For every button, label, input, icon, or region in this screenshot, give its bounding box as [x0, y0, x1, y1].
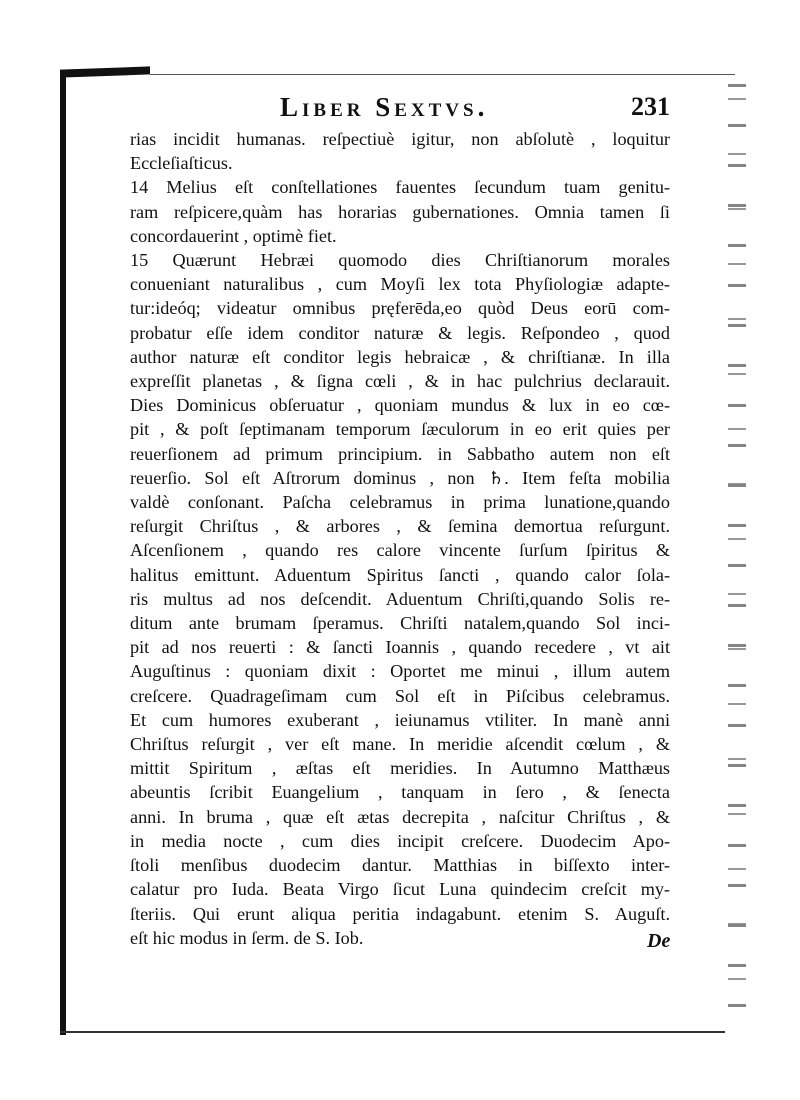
- text-line: mittit Spiritum , æſtas eſt meridies. In Autumno Matthæus: [130, 758, 670, 779]
- text-line: in media nocte , cum dies incipit creſcere. Duodecim Apo-: [130, 830, 670, 851]
- running-head: Liber Sextvs.: [280, 92, 489, 122]
- text-line: Chriſtus reſurgit , ver eſt mane. In meridie aſcendit cœlum , &: [130, 734, 670, 755]
- scan-edge-right: [728, 70, 746, 1030]
- text-line: Et cum humores exuberant , ieiunamus vtiliter. In manè anni: [130, 709, 670, 730]
- text-line: probatur eſſe idem conditor naturæ & legis. Reſpondeo , quod: [130, 322, 670, 343]
- text-line: ris multus ad nos deſcendit. Aduentum Chriſti,quando Solis re-: [130, 588, 670, 609]
- text-line: ditum ante brumam ſperamus. Chriſti natalem,quando Sol inci-: [130, 613, 670, 634]
- scan-edge-top: [60, 66, 150, 77]
- text-line: reuerſio. Sol eſt Aſtrorum dominus , non ♄. Item feſta mobilia: [130, 467, 670, 488]
- text-line: Aſcenſionem , quando res calore vincente ſurſum ſpiritus &: [130, 540, 670, 561]
- top-rule: [150, 74, 735, 75]
- text-line: reſurgit Chriſtus , & arbores , & ſemina demortua reſurgunt.: [130, 516, 670, 537]
- catchword: De: [647, 930, 671, 952]
- text-line: anni. In bruma , quæ eſt ætas decrepita , naſcitur Chriſtus , &: [130, 806, 670, 827]
- text-line: calatur pro Iuda. Beata Virgo ſicut Luna quindecim creſcit my-: [130, 879, 670, 900]
- text-line: 15 Quærunt Hebræi quomodo dies Chriſtianorum morales: [130, 250, 670, 271]
- text-line: conueniant naturalibus , cum Moyſi lex tota Phyſiologiæ adapte-: [130, 274, 670, 295]
- text-line: pit , & poſt ſeptimanam temporum ſæculorum in eo erit quies per: [130, 419, 670, 440]
- text-line: Auguſtinus : quoniam dixit : Oportet me minui , illum autem: [130, 661, 670, 682]
- text-line: abeuntis ſcribit Euangelium , tanquam in ſero , & ſenecta: [130, 782, 670, 803]
- text-line: valdè conſonant. Paſcha celebramus in prima lunatione,quando: [130, 492, 670, 513]
- text-line: rias incidit humanas. reſpectiuè igitur, non abſolutè , loquitur: [130, 129, 670, 149]
- text-line: 14 Melius eſt conſtellationes fauentes ſecundum tuam genitu-: [130, 177, 670, 198]
- text-line: ram reſpicere,quàm has horarias gubernationes. Omnia tamen ſi: [130, 201, 670, 222]
- scan-edge-bottom: [60, 1031, 725, 1033]
- text-line: Eccleſiaſticus.: [130, 153, 233, 174]
- text-line: concordauerint , optimè fiet.: [130, 225, 337, 246]
- text-line: creſcere. Quadrageſimam cum Sol eſt in Piſcibus celebramus.: [130, 685, 670, 706]
- text-line: tur:ideóq; videatur omnibus pręferēda,eo quòd Deus eorū com-: [130, 298, 670, 319]
- text-line: ſteriis. Qui erunt aliqua peritia indagabunt. etenim S. Auguſt.: [130, 903, 670, 924]
- scan-edge-left: [60, 70, 66, 1035]
- text-line: expreſſit planetas , & ſigna cœli , & in hac pulchrius declarauit.: [130, 371, 670, 392]
- body-text: [130, 127, 670, 950]
- text-line: pit ad nos reuerti : & ſancti Ioannis , quando recedere , vt ait: [130, 637, 670, 658]
- text-line: reuerſionem ad primum principium. in Sabbatho autem non eſt: [130, 443, 670, 464]
- text-line: ſtoli menſibus duodecim dantur. Matthias in biſſexto inter-: [130, 855, 670, 876]
- text-line: author naturæ eſt conditor legis hebraicæ , & chriſtianæ. In illa: [130, 346, 670, 367]
- text-line: halitus emittunt. Aduentum Spiritus ſancti , quando calor ſola-: [130, 564, 670, 585]
- text-line: eſt hic modus in ſerm. de S. Iob.: [130, 927, 364, 948]
- page-header: [250, 92, 670, 128]
- page-number: 231: [631, 92, 670, 121]
- text-line: Dies Dominicus obſeruatur , quoniam mundus & lux in eo cœ-: [130, 395, 670, 416]
